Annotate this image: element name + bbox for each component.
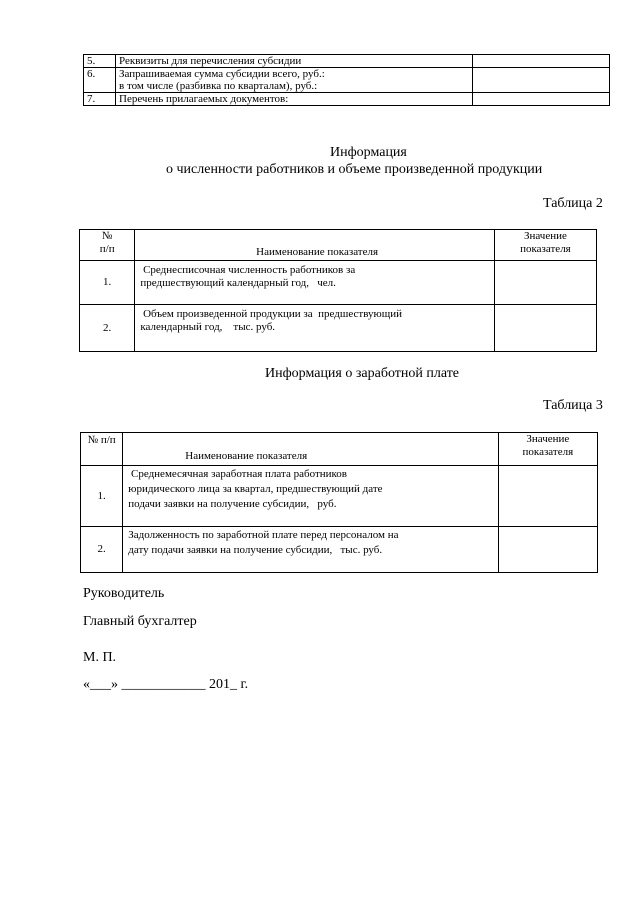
head-signature-label: Руководитель: [83, 586, 165, 601]
stamp-label: М. П.: [83, 650, 117, 665]
row-number: 2.: [80, 305, 135, 352]
row-text: Объем произведенной продукции за предшествующий календарный год, тыс. руб.: [135, 305, 495, 352]
row-number: 2.: [81, 527, 123, 573]
table3-label: Таблица 3: [543, 398, 603, 413]
row-text: Запрашиваемая сумма субсидии всего, руб.: в том числе (разбивка по кварталам), руб.:: [116, 68, 473, 93]
header-num: № п/п: [80, 230, 135, 261]
header-num: № п/п: [81, 433, 123, 466]
table-row: [80, 305, 597, 352]
section2-subtitle: о численности работников и объеме произведенной продукции: [166, 162, 543, 177]
section2-title: Информация: [330, 145, 407, 160]
staff-output-table: [79, 229, 597, 352]
header-name: Наименование показателя: [123, 433, 498, 466]
row-text: Задолженность по заработной плате перед персоналом на дату подачи заявки на получение субсидии, тыс. руб.: [123, 527, 498, 573]
row-number: 1.: [80, 261, 135, 305]
section3-title: Информация о заработной плате: [265, 366, 460, 381]
row-value: [473, 55, 610, 68]
row-number: 7.: [84, 93, 116, 106]
row-value: [498, 466, 597, 527]
table-row: [81, 527, 598, 573]
accountant-signature-label: Главный бухгалтер: [83, 614, 197, 629]
row-text: Перечень прилагаемых документов:: [116, 93, 473, 106]
row-text: Среднесписочная численность работников за предшествующий календарный год, чел.: [135, 261, 495, 305]
row-value: [494, 261, 596, 305]
table-row: [80, 261, 597, 305]
row-value: [498, 527, 597, 573]
row-value: [494, 305, 596, 352]
row-number: 1.: [81, 466, 123, 527]
salary-table: [80, 432, 598, 573]
header-name: Наименование показателя: [135, 230, 495, 261]
header-value: Значение показателя: [494, 230, 596, 261]
table-header-row: [80, 230, 597, 261]
requisites-table: [83, 54, 610, 106]
date-line: «___» ____________ 201_ г.: [83, 677, 249, 692]
table-row: [84, 68, 610, 93]
table-row: [81, 466, 598, 527]
table-row: [84, 93, 610, 106]
row-value: [473, 93, 610, 106]
table2-label: Таблица 2: [543, 196, 603, 211]
header-value: Значение показателя: [498, 433, 597, 466]
row-text: Среднемесячная заработная плата работников юридического лица за квартал, предшествующий дате подачи заявки на получение субсидии, руб.: [123, 466, 498, 527]
row-number: 6.: [84, 68, 116, 93]
table-row: [84, 55, 610, 68]
row-number: 5.: [84, 55, 116, 68]
row-text: Реквизиты для перечисления субсидии: [116, 55, 473, 68]
table-header-row: [81, 433, 598, 466]
row-value: [473, 68, 610, 93]
